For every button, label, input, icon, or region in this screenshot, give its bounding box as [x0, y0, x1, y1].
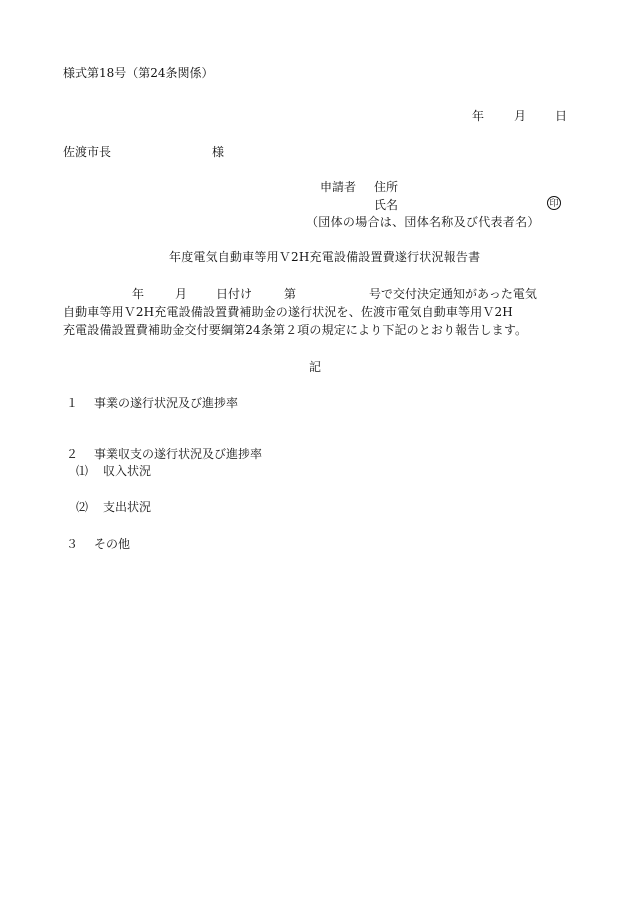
applicant-label: 申請者	[320, 180, 357, 194]
seal-mark: 印	[547, 196, 561, 210]
date-month-label: 月	[514, 109, 527, 123]
body-line3: 充電設備設置費補助金交付要綱第24条第２項の規定により下記のとおり報告します。	[63, 323, 528, 337]
item-2-label: 事業収支の遂行状況及び進捗率	[94, 447, 263, 461]
report-title: 年度電気自動車等用Ｖ2H充電設備設置費遂行状況報告書	[169, 250, 481, 264]
addressee-honorific: 様	[212, 145, 225, 159]
form-number: 様式第18号（第24条関係）	[63, 66, 214, 80]
item-1-label: 事業の遂行状況及び進捗率	[94, 396, 239, 410]
item-3-label: その他	[94, 537, 131, 551]
name-label: 氏名	[374, 198, 399, 212]
date-year-label: 年	[472, 109, 485, 123]
item-1-number: １	[66, 396, 79, 410]
address-label: 住所	[374, 180, 399, 194]
item-3-number: ３	[66, 537, 79, 551]
body-month-label: 月	[175, 287, 188, 301]
body-year-label: 年	[132, 287, 145, 301]
body-line1-rest: 号で交付決定通知があった電気	[369, 287, 537, 301]
subitem-2-number: ⑵	[76, 500, 89, 514]
addressee-name: 佐渡市長	[63, 145, 112, 159]
body-number-prefix: 第	[284, 287, 297, 301]
item-2-number: ２	[66, 447, 79, 461]
ki-heading: 記	[309, 360, 322, 374]
body-line2: 自動車等用Ｖ2H充電設備設置費補助金の遂行状況を、佐渡市電気自動車等用Ｖ2H	[63, 305, 513, 319]
applicant-note: （団体の場合は、団体名称及び代表者名）	[306, 215, 540, 229]
date-day-label: 日	[555, 109, 568, 123]
subitem-1-number: ⑴	[76, 464, 89, 478]
subitem-1-label: 収入状況	[103, 464, 152, 478]
subitem-2-label: 支出状況	[103, 500, 152, 514]
body-day-label: 日付け	[216, 287, 253, 301]
